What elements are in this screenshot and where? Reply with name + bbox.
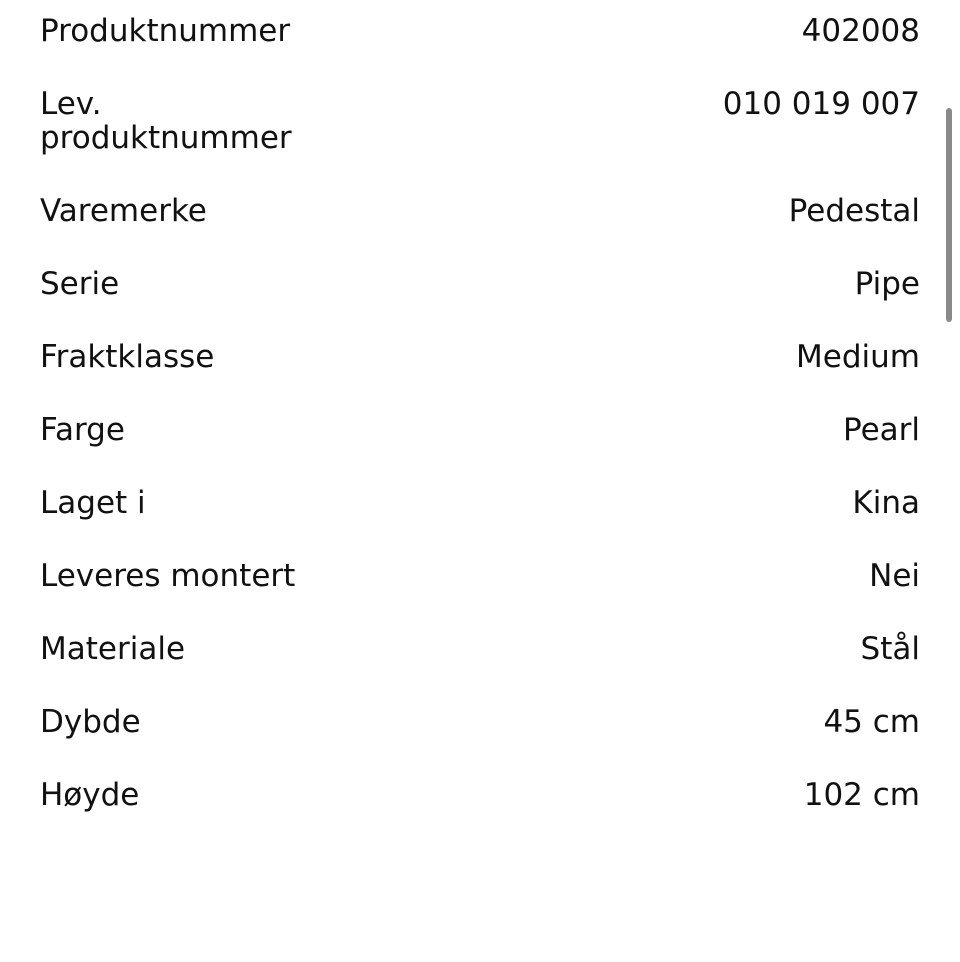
spec-value: 010 019 007: [722, 86, 920, 122]
spec-value: Stål: [860, 631, 920, 667]
spec-value: Medium: [796, 339, 920, 375]
spec-label: Varemerke: [40, 193, 207, 229]
spec-value: Pedestal: [788, 193, 920, 229]
spec-row-materiale: [40, 617, 920, 690]
spec-row-lev-produktnummer: [40, 72, 920, 179]
spec-label: Dybde: [40, 704, 141, 740]
spec-value: Kina: [852, 485, 920, 521]
spec-label: Fraktklasse: [40, 339, 215, 375]
spec-value: Pearl: [842, 412, 920, 448]
spec-row-leveres-montert: [40, 544, 920, 617]
spec-row-produktnummer: [40, 0, 920, 72]
scrollbar-thumb[interactable]: [946, 108, 952, 322]
spec-label: Høyde: [40, 777, 140, 813]
spec-value: Pipe: [854, 266, 920, 302]
spec-row-varemerke: [40, 179, 920, 252]
spec-row-dybde: [40, 690, 920, 763]
spec-row-laget-i: [40, 471, 920, 544]
spec-label: Produktnummer: [40, 13, 291, 49]
spec-row-fraktklasse: [40, 325, 920, 398]
spec-row-serie: [40, 252, 920, 325]
spec-label: Lev. produktnummer: [40, 86, 292, 156]
spec-value: 402008: [801, 13, 920, 49]
spec-label: Farge: [40, 412, 125, 448]
product-spec-list: [40, 0, 920, 836]
spec-row-farge: [40, 398, 920, 471]
spec-label: Laget i: [40, 485, 146, 521]
spec-label: Materiale: [40, 631, 186, 667]
spec-row-hoyde: [40, 763, 920, 836]
spec-value: Nei: [869, 558, 920, 594]
spec-label: Leveres montert: [40, 558, 296, 594]
spec-value: 102 cm: [803, 777, 920, 813]
spec-label: Serie: [40, 266, 120, 302]
spec-value: 45 cm: [823, 704, 920, 740]
